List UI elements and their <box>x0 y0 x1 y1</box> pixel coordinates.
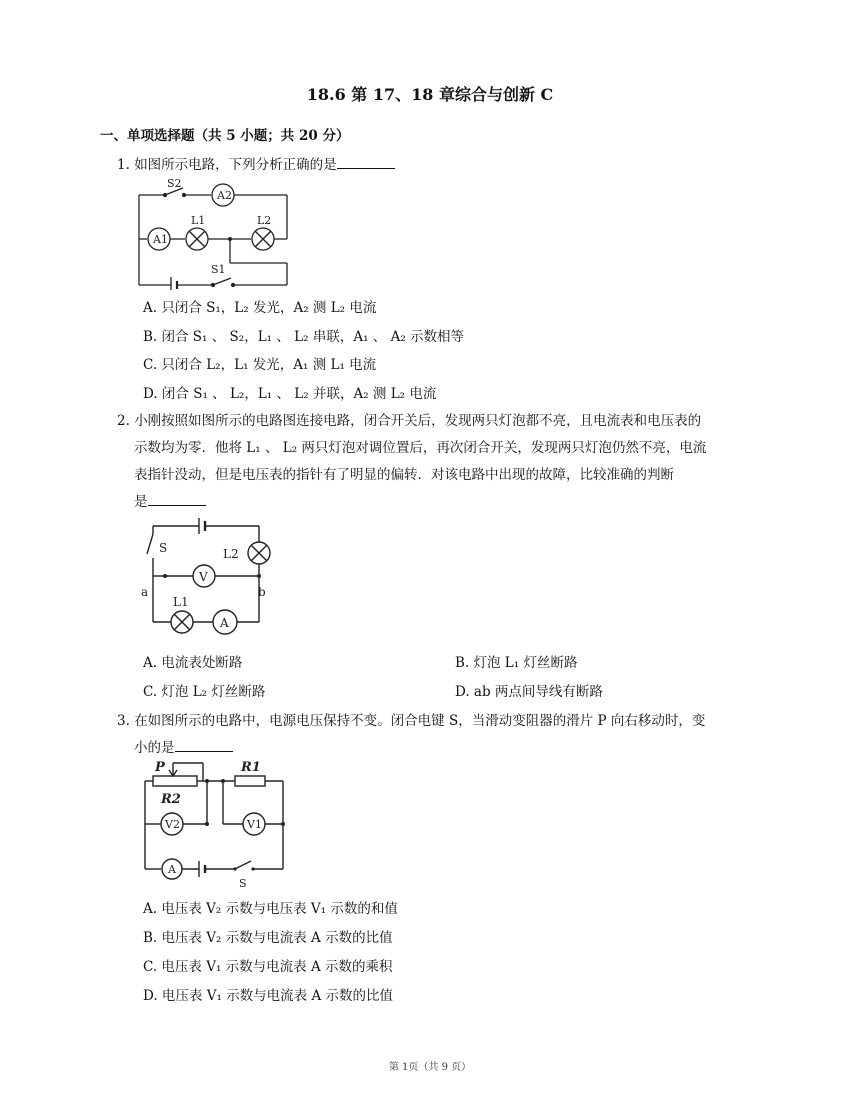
question-2-stem: 2. 小刚按照如图所示的电路图连接电路，闭合开关后，发现两只灯泡都不亮，且电流表和电压表的 示数均为零．他将 L₁ 、 L₂ 两只灯泡对调位置后，再次闭合开关，发现两只灯泡仍然不亮，电流 表指针没动，但是电压表的指针有了明显的偏转．对该电路中出现的故障，比较准确的判断 是 <box>117 413 707 510</box>
question-2-circuit-diagram <box>135 512 285 644</box>
question-2-option-b: B. 灯泡 L₁ 灯丝断路 <box>455 655 578 671</box>
svg-text:L1: L1 <box>191 214 206 227</box>
answer-blank <box>175 739 233 752</box>
page-footer: 第 1页（共 9 页） <box>388 1062 472 1073</box>
question-2-option-d: D. ab 两点间导线有断路 <box>455 684 603 700</box>
question-1-option-b: B. 闭合 S₁ 、 S₂，L₁ 、 L₂ 串联，A₁ 、 A₂ 示数相等 <box>143 329 465 345</box>
svg-text:A2: A2 <box>217 189 232 202</box>
question-1-option-c: C. 只闭合 L₂，L₁ 发光，A₁ 测 L₁ 电流 <box>143 357 377 373</box>
svg-text:S: S <box>159 541 168 555</box>
answer-blank <box>148 493 206 506</box>
question-1-option-a: A. 只闭合 S₁，L₂ 发光，A₂ 测 L₂ 电流 <box>143 300 377 316</box>
svg-text:P: P <box>155 760 165 775</box>
svg-text:R1: R1 <box>241 760 261 775</box>
svg-text:A1: A1 <box>153 233 168 246</box>
answer-blank <box>337 156 395 169</box>
svg-text:a: a <box>141 585 149 599</box>
section-heading: 一、单项选择题（共 5 小题；共 20 分） <box>100 128 350 144</box>
page-title: 18.6 第 17、18 章综合与创新 C <box>306 85 554 104</box>
question-3-option-b: B. 电压表 V₂ 示数与电流表 A 示数的比值 <box>143 930 393 946</box>
svg-text:S: S <box>239 877 247 889</box>
question-3-option-d: D. 电压表 V₁ 示数与电流表 A 示数的比值 <box>143 988 394 1004</box>
question-3-stem: 3. 在如图所示的电路中，电源电压保持不变。闭合电键 S，当滑动变阻器的滑片 P 向右移动时，变 小的是 <box>117 713 706 756</box>
svg-text:V1: V1 <box>247 818 262 831</box>
question-3-option-a: A. 电压表 V₂ 示数与电压表 V₁ 示数的和值 <box>143 901 398 917</box>
svg-text:L1: L1 <box>173 595 189 609</box>
question-2-option-a: A. 电流表处断路 <box>143 655 243 671</box>
question-3-option-c: C. 电压表 V₁ 示数与电流表 A 示数的乘积 <box>143 959 393 975</box>
question-1-stem: 1. 如图所示电路，下列分析正确的是 <box>117 152 767 179</box>
svg-text:V: V <box>199 570 208 584</box>
svg-text:S2: S2 <box>167 177 182 190</box>
svg-text:R2: R2 <box>161 792 181 807</box>
question-3-circuit-diagram <box>135 757 295 889</box>
question-1-option-d: D. 闭合 S₁ 、 L₂，L₁ 、 L₂ 并联，A₂ 测 L₂ 电流 <box>143 386 437 402</box>
question-2-option-c: C. 灯泡 L₂ 灯丝断路 <box>143 684 266 700</box>
svg-text:L2: L2 <box>257 214 272 227</box>
svg-text:b: b <box>258 585 266 599</box>
svg-text:S1: S1 <box>211 263 226 276</box>
svg-text:A: A <box>168 863 176 876</box>
question-1-circuit-diagram <box>135 175 295 290</box>
svg-text:A: A <box>220 616 229 630</box>
svg-text:V2: V2 <box>165 818 180 831</box>
svg-text:L2: L2 <box>223 547 239 561</box>
